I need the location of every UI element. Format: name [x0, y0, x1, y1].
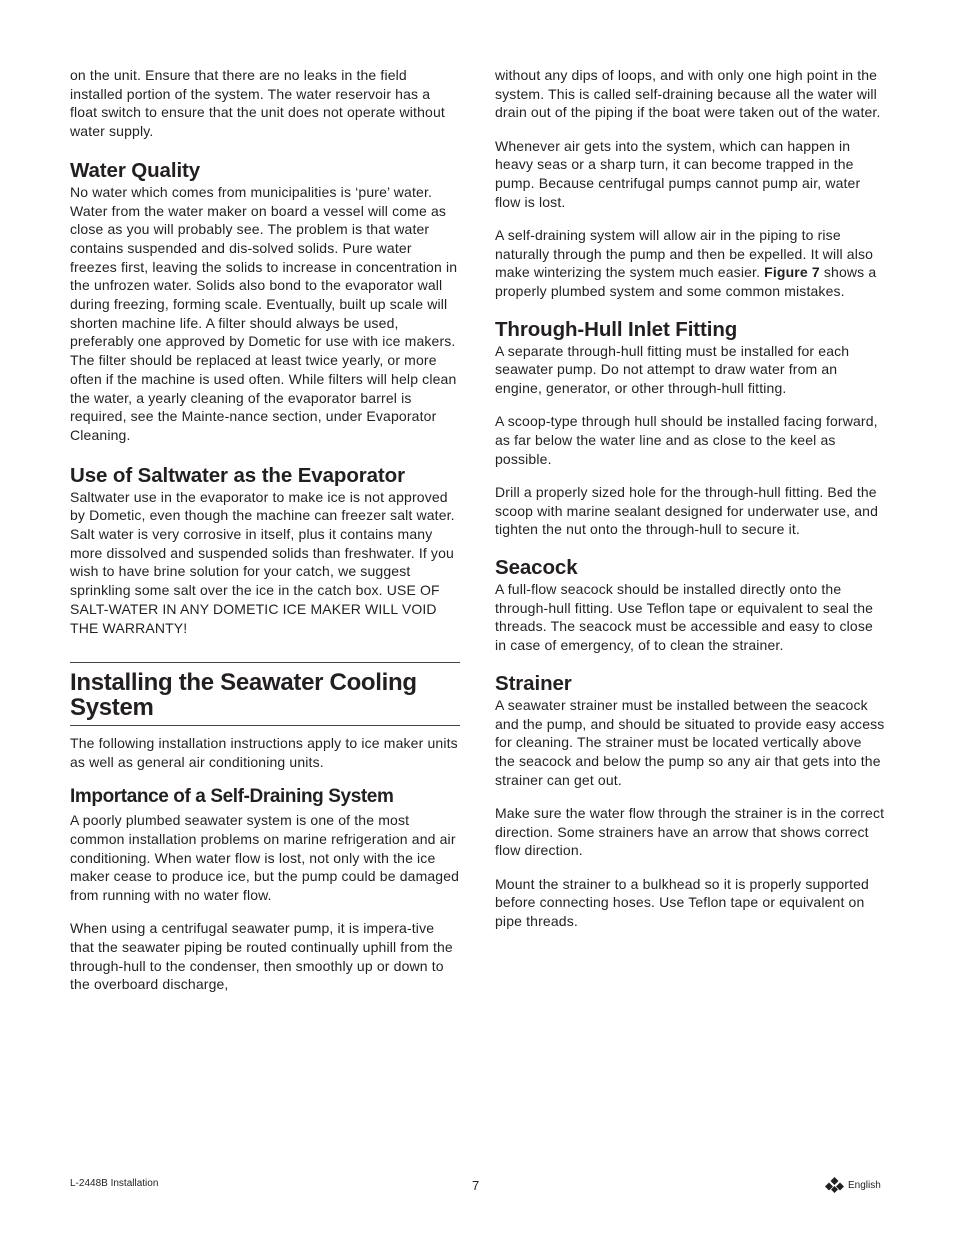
continued-p1: without any dips of loops, and with only one high point in the system. This is called self-draining because all the water will drain out of the piping if the boat were taken out of the water. — [495, 67, 881, 121]
continued-p3 — [495, 226, 885, 301]
saltwater-heading: Use of Saltwater as the Evaporator — [70, 463, 405, 487]
footer-doc-id: L-2448B Installation — [70, 1178, 159, 1189]
installing-seawater-heading: Installing the Seawater Cooling System — [70, 662, 460, 726]
right-column — [495, 66, 885, 945]
continued-p3-a: A self-draining system will allow air in the piping to rise naturally through the pump and then be expelled. It will also make winterizing the system much easier. — [495, 226, 874, 281]
through-hull-p3: Drill a properly sized hole for the through-hull fitting. Bed the scoop with marine sealant designed for underwater use, and tighten the nut onto the through-hull to secure it. — [495, 483, 879, 538]
intro-paragraph: on the unit. Ensure that there are no leaks in the field installed portion of the system. The water reservoir has a float switch to ensure that the unit does not operate without water supply. — [70, 67, 445, 140]
through-hull-p1: A separate through-hull fitting must be installed for each seawater pump. Do not attempt to draw water from an engine, generator, or other through-hull fitting. — [495, 342, 850, 397]
footer-language — [825, 1177, 881, 1194]
seacock-body: A full-flow seacock should be installed directly onto the through-hull fitting. Use Teflon tape or equivalent to seal the threads. The seacock must be accessible and easy to close in case of emergency, of to clean the strainer. — [495, 581, 874, 654]
language-label: English — [848, 1180, 881, 1191]
saltwater-body: Saltwater use in the evaporator to make ice is not approved by Dometic, even though the machine can freezer salt water. Salt water is very corrosive in itself, plus it contains many more dissolved and suspended solids than freshwater. If you wish to have brine solution for your catch, we suggest sprinkling some salt over the ice in the catch box. USE OF SALT-WATER IN ANY DOMETIC ICE MAKER WILL VOID THE WARRANTY! — [70, 488, 455, 636]
strainer-p3: Mount the strainer to a bulkhead so it is properly supported before connecting hoses. Use Teflon tape or equivalent on pipe threads. — [495, 875, 869, 929]
water-quality-heading: Water Quality — [70, 158, 201, 182]
seacock-heading: Seacock — [495, 556, 578, 580]
figure-7-reference: Figure 7 — [764, 264, 820, 281]
self-draining-p1: A poorly plumbed seawater system is one of the most common installation problems on marine refrigeration and air conditioning. When water flow is lost, not only with the ice maker cease to produce ice, but the pump could be damaged from running with no water flow. — [70, 812, 460, 903]
left-column — [70, 66, 460, 1009]
self-draining-heading: Importance of a Self-Draining System — [70, 786, 394, 808]
self-draining-p2: When using a centrifugal seawater pump, it is impera-tive that the seawater piping be routed continually uphill from the through-hull to the condenser, then smoothly up or down to the overboard discharge, — [70, 920, 453, 993]
through-hull-heading: Through-Hull Inlet Fitting — [495, 317, 738, 341]
dometic-diamond-logo-icon — [825, 1177, 844, 1194]
installing-seawater-body: The following installation instructions apply to ice maker units as well as general air conditioning units. — [70, 735, 458, 770]
continued-p2: Whenever air gets into the system, which can happen in heavy seas or a sharp turn, it can become trapped in the pump. Because centrifugal pumps cannot pump air, water flow is lost. — [495, 137, 861, 210]
water-quality-body: No water which comes from municipalities is ‘pure’ water. Water from the water maker on board a vessel will come as close as you will probably see. The problem is that water contains suspended and dis-solved solids. Pure water freezes first, leaving the solids to increase in concentration in the unfrozen water. Solids also bond to the evaporator wall during freezing, forming scale. Eventually, built up scale will shorten machine life. A filter should always be used, preferably one approved by Dometic for use with ice makers. The filter should be replaced at least twice yearly, or more often if the machine is used often. While filters will help clean the water, a yearly cleaning of the evaporator barrel is required, see the Mainte-nance section, under Evaporator Cleaning. — [70, 183, 458, 443]
through-hull-p2: A scoop-type through hull should be installed facing forward, as far below the water line and as close to the keel as possible. — [495, 413, 878, 467]
page-number: 7 — [472, 1178, 480, 1193]
strainer-p2: Make sure the water flow through the strainer is in the correct direction. Some strainers have an arrow that shows correct flow direction. — [495, 804, 885, 859]
continued-p3-b: shows a properly plumbed system and some common mistakes. — [495, 264, 877, 300]
strainer-heading: Strainer — [495, 671, 572, 695]
strainer-p1: A seawater strainer must be installed between the seacock and the pump, and should be situated to provide easy access for cleaning. The strainer must be located vertically above the seacock and below the pump so any air that gets into the strainer can get out. — [495, 696, 885, 788]
